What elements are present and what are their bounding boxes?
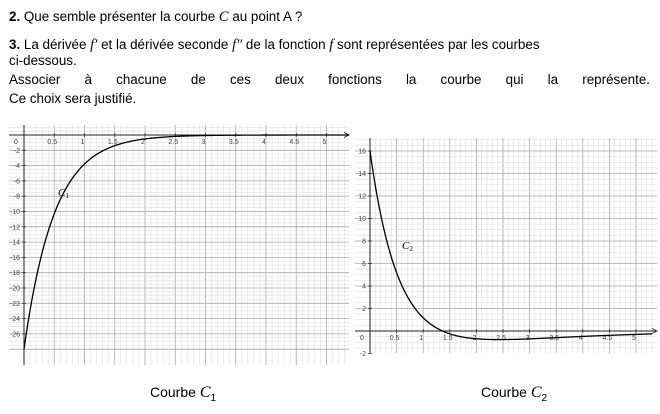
question-2-text-b: au point A ? xyxy=(228,9,303,24)
caption-c1-text: Courbe xyxy=(150,384,200,400)
y-tick-label: -6 xyxy=(13,178,20,186)
x-tick-label: 5 xyxy=(322,139,327,146)
origin-label: 0 xyxy=(360,335,364,342)
x-tick-label: 3 xyxy=(201,139,206,146)
question-2-number: 2. xyxy=(9,9,21,24)
x-tick-label: 3.5 xyxy=(549,335,560,342)
question-3-text-2: et la dérivée seconde xyxy=(97,37,233,52)
x-tick-label: 1 xyxy=(419,335,424,342)
x-tick-label: 1.5 xyxy=(442,335,453,342)
caption-c1-subscript: 1 xyxy=(210,392,217,404)
chart-c2 xyxy=(355,138,657,359)
function-symbol: f xyxy=(329,37,334,53)
origin-label: 0 xyxy=(14,139,18,146)
curve-label-subscript: 2 xyxy=(409,245,413,253)
y-tick-label: 10 xyxy=(358,216,366,223)
curve-label: C2 xyxy=(402,240,413,253)
curve-label: C1 xyxy=(58,187,69,200)
question-3-line-4: Ce choix sera justifié. xyxy=(9,91,137,106)
curve-symbol: C xyxy=(218,9,229,25)
y-tick-label: -2 xyxy=(359,351,366,358)
caption-c1 xyxy=(150,384,216,404)
x-tick-label: 4.5 xyxy=(602,335,613,342)
y-tick-label: -8 xyxy=(13,193,20,201)
y-tick-label: -24 xyxy=(9,316,20,324)
question-3-line-2: ci-dessous. xyxy=(9,53,77,68)
y-tick-label: -2 xyxy=(13,147,20,155)
question-3-text-1: La dérivée xyxy=(20,37,91,52)
question-3-line-3: Associer à chacune de ces deux fonctions la courbe qui la représente. xyxy=(9,72,650,87)
y-tick-label: 12 xyxy=(358,193,366,201)
y-tick-label: -14 xyxy=(9,239,20,247)
x-tick-label: 5 xyxy=(632,335,636,342)
y-tick-label: -4 xyxy=(13,163,20,171)
y-tick-label: 16 xyxy=(358,148,366,156)
first-derivative-symbol: f′ xyxy=(90,37,98,53)
y-tick-label: -12 xyxy=(9,224,20,232)
y-tick-label: -26 xyxy=(9,331,20,339)
x-tick-label: 1.5 xyxy=(107,139,118,146)
caption-c2-text: Courbe xyxy=(481,384,531,400)
x-tick-label: 4.5 xyxy=(289,139,300,146)
x-tick-label: 4 xyxy=(262,139,266,146)
chart1-grid xyxy=(9,125,349,365)
curve-label-subscript: 1 xyxy=(65,192,69,200)
x-tick-label: 2.5 xyxy=(496,335,506,342)
y-tick-label: -16 xyxy=(9,254,20,262)
y-tick-label: 2 xyxy=(362,306,366,313)
x-tick-label: 3 xyxy=(525,335,530,342)
y-tick-label: -20 xyxy=(9,285,20,293)
x-tick-label: 2 xyxy=(141,139,145,146)
x-tick-label: 0.5 xyxy=(47,139,58,146)
x-tick-label: 4 xyxy=(578,335,583,342)
chart2-grid xyxy=(355,138,657,359)
second-derivative-symbol: f″ xyxy=(232,37,243,53)
y-tick-label: 14 xyxy=(358,171,366,178)
y-tick-label: 6 xyxy=(362,261,366,268)
chart-c1 xyxy=(9,125,351,365)
caption-c2-symbol: C xyxy=(530,384,542,401)
x-tick-label: 3.5 xyxy=(228,139,239,146)
caption-c1-symbol: C xyxy=(199,384,211,401)
x-tick-label: 2.5 xyxy=(168,139,179,146)
caption-c2-subscript: 2 xyxy=(541,392,548,404)
question-2-text-a: Que semble présenter la courbe xyxy=(20,9,219,24)
question-3-text-3: de la fonction xyxy=(242,37,330,52)
caption-c2 xyxy=(481,384,547,404)
x-tick-label: 1 xyxy=(80,139,85,146)
y-tick-label: -18 xyxy=(9,270,20,278)
x-tick-label: 2 xyxy=(472,335,477,342)
x-tick-label: 0.5 xyxy=(389,335,400,342)
y-tick-label: -10 xyxy=(9,209,20,216)
question-3-text-4: sont représentées par les courbes xyxy=(333,37,540,52)
question-3-number: 3. xyxy=(9,37,21,52)
y-tick-label: 4 xyxy=(362,283,366,291)
y-tick-label: -22 xyxy=(9,300,20,308)
y-tick-label: 8 xyxy=(362,238,366,246)
